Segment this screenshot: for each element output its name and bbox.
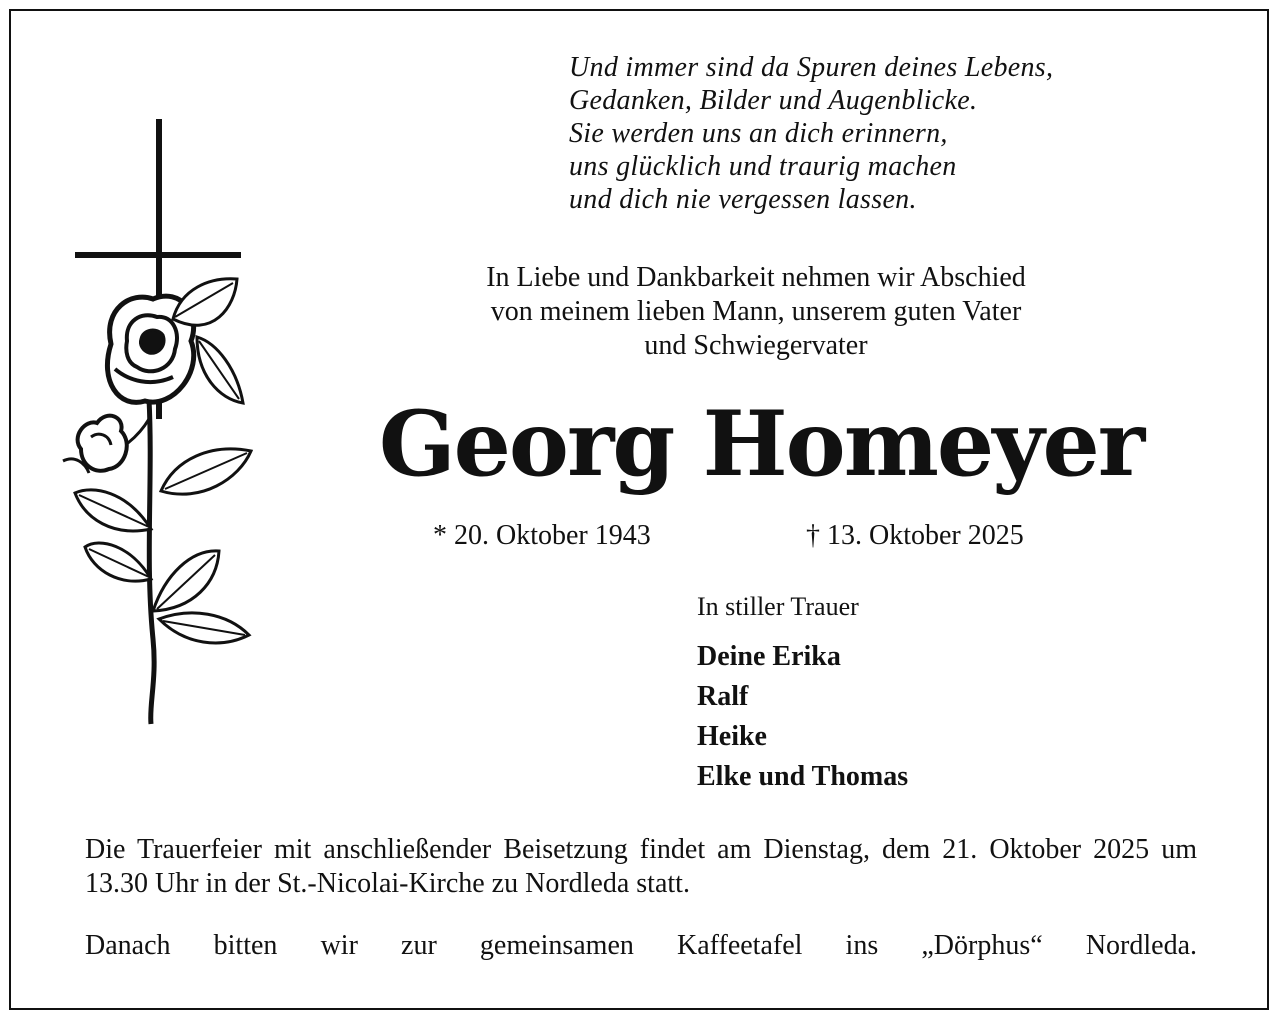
cross-with-rose-illustration [41,119,261,729]
coffee-gathering-notice: Danach bitten wir zur gemeinsamen Kaffeetafel ins „Dörphus“ Nordleda. [85,930,1197,961]
death-date: † 13. Oktober 2025 [806,520,1024,551]
poem-line: uns glücklich und traurig machen [569,151,957,182]
intro-line: und Schwiegervater [644,330,868,361]
poem-verse [569,51,1053,216]
farewell-intro [371,261,1141,363]
mourner-name: Deine Erika [697,641,841,672]
poem-line: Gedanken, Bilder und Augenblicke. [569,85,978,116]
rose-icon [63,279,251,724]
mourner-name: Elke und Thomas [697,761,909,792]
intro-line: von meinem lieben Mann, unserem guten Vater [490,296,1022,327]
obituary-notice [9,9,1269,1010]
poem-line: Sie werden uns an dich erinnern, [569,118,948,149]
birth-date: * 20. Oktober 1943 [433,520,651,551]
poem-line: Und immer sind da Spuren deines Lebens, [569,52,1054,83]
funeral-service-notice: Die Trauerfeier mit anschließender Beisetzung findet am Dienstag, dem 21. Oktober 2025 um 13.30 Uhr in der St.-Nicolai-Kirche zu Nordleda statt. [85,834,1197,899]
poem-line: und dich nie vergessen lassen. [569,184,917,215]
mourner-name: Heike [697,721,767,752]
mourner-name: Ralf [697,681,749,712]
intro-line: In Liebe und Dankbarkeit nehmen wir Abschied [486,262,1026,293]
mourning-intro: In stiller Trauer [697,592,859,621]
mourners-list [697,637,908,797]
deceased-name: Georg Homeyer [378,391,1144,497]
